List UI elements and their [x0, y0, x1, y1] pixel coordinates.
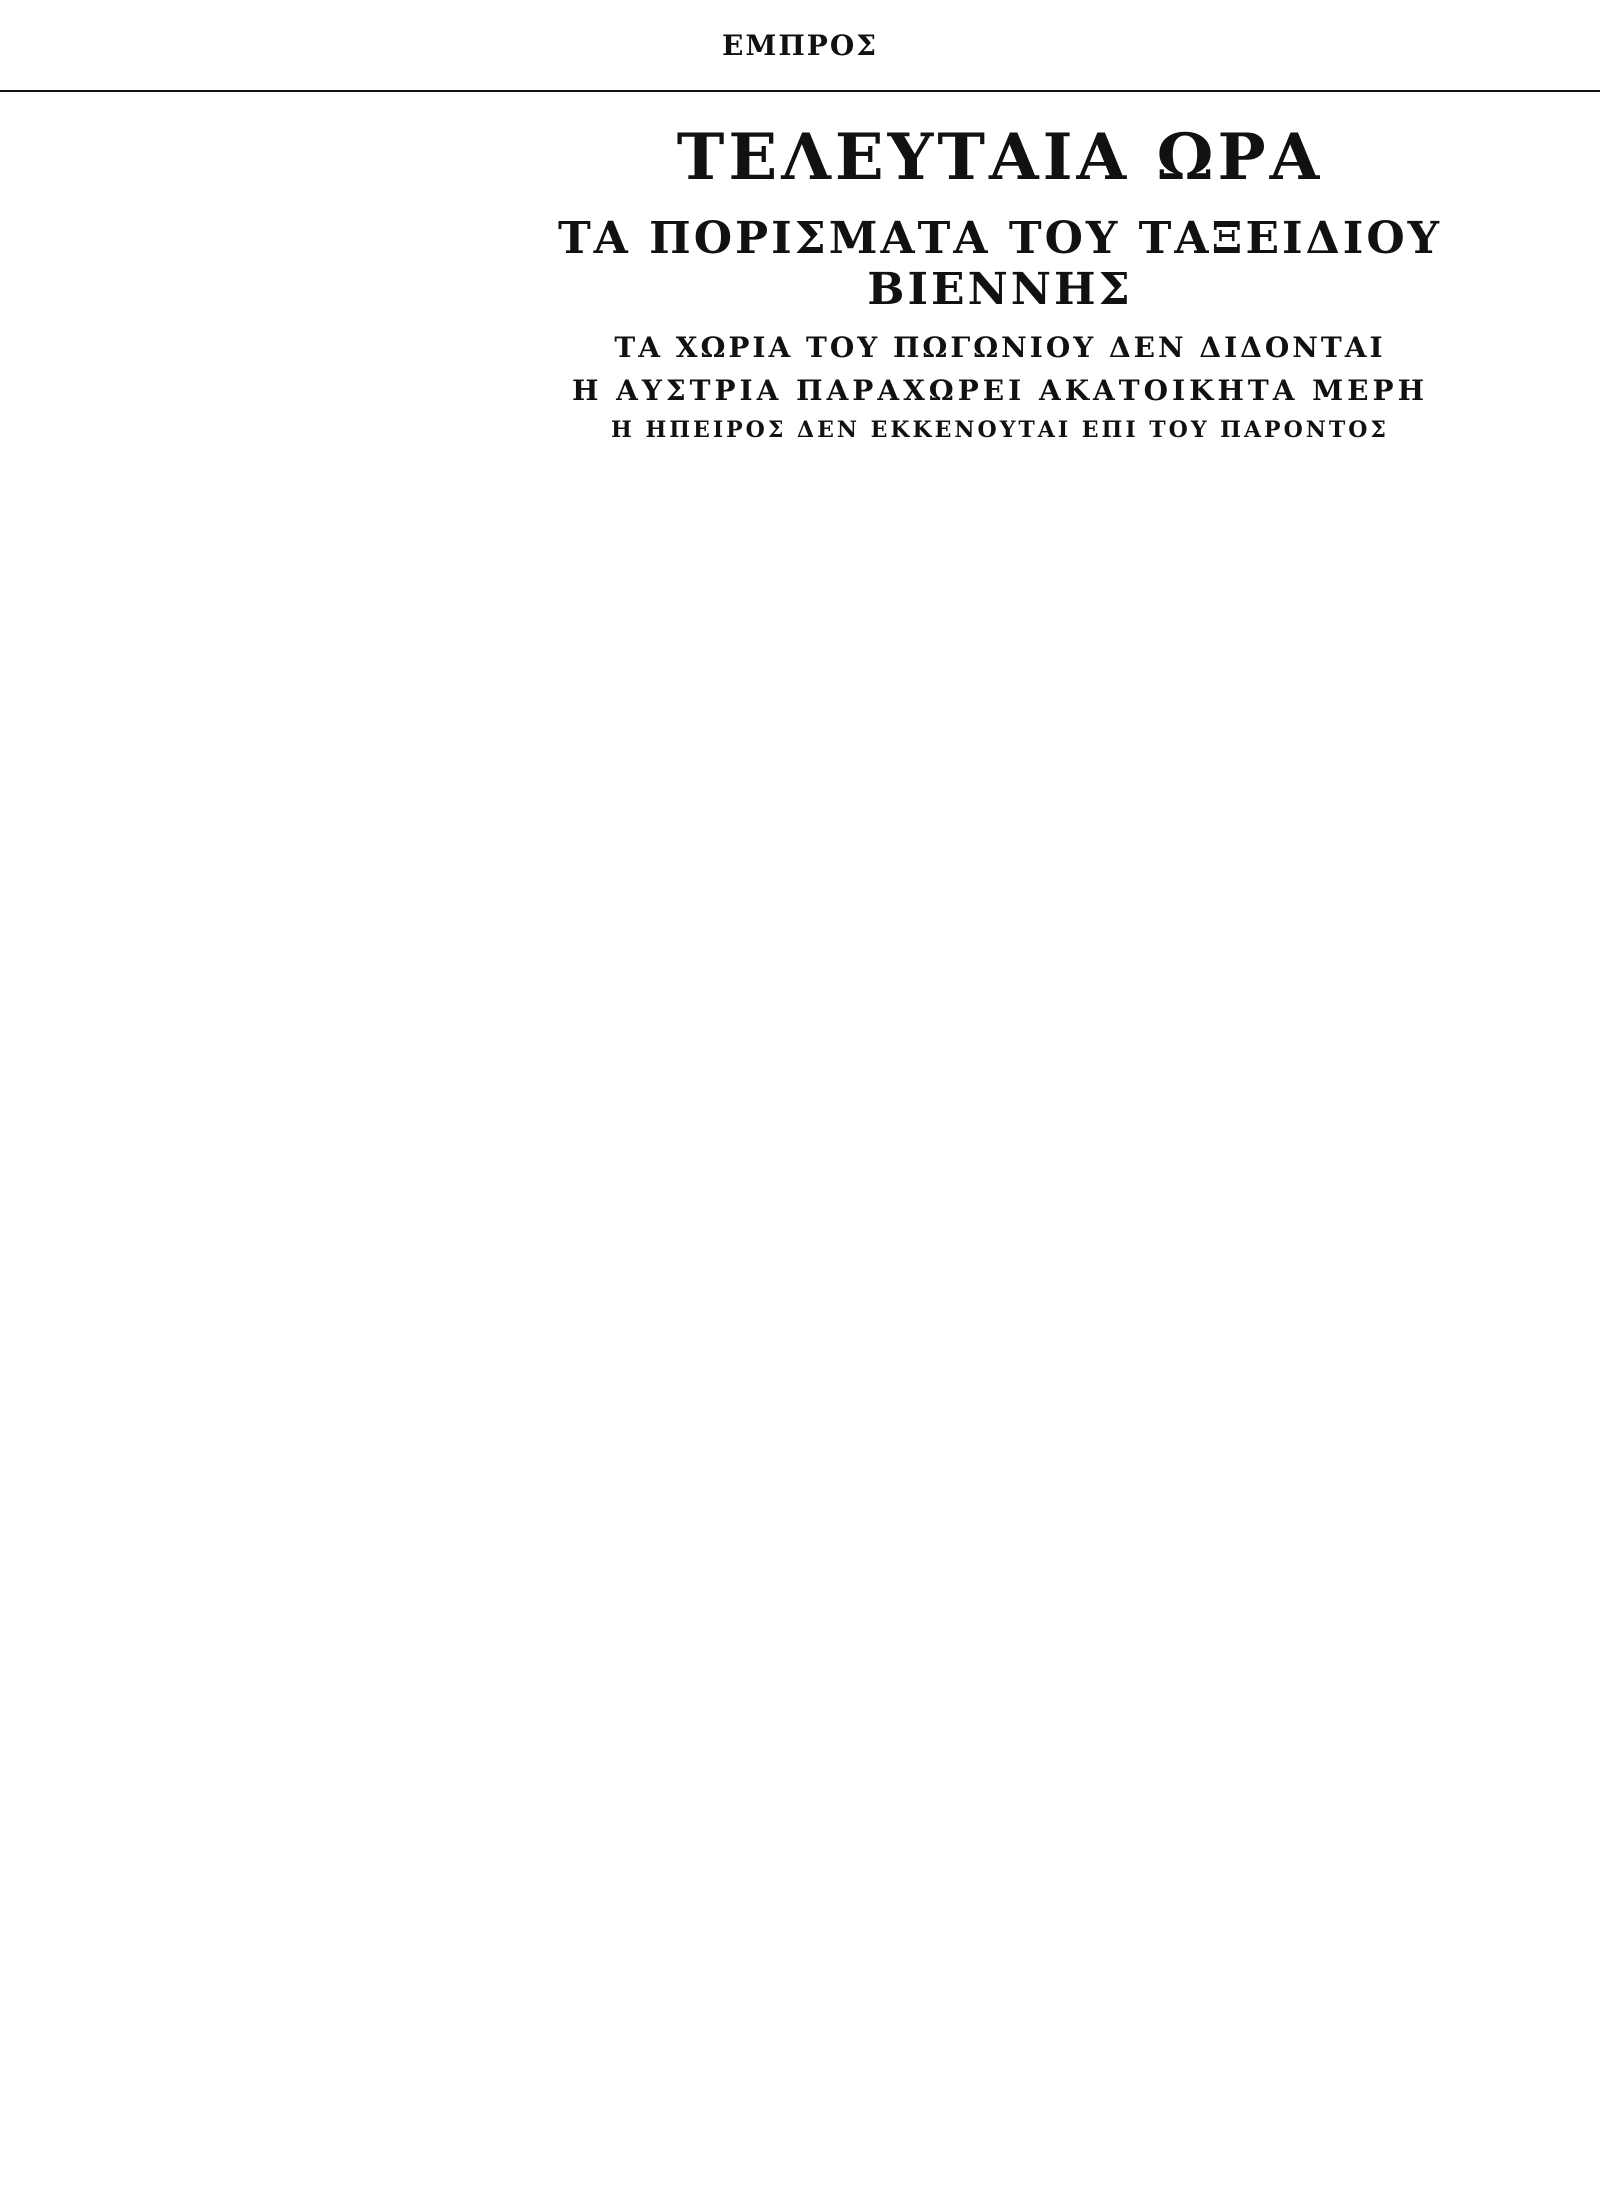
- headline-deck-2: Η ΑΥΣΤΡΙΑ ΠΑΡΑΧΩΡΕΙ ΑΚΑΤΟΙΚΗΤΑ ΜΕΡΗ: [571, 374, 1429, 407]
- masthead-title: ΕΜΠΡΟΣ: [721, 28, 879, 62]
- masthead: [0, 0, 1600, 92]
- headline-block: [520, 120, 1480, 443]
- headline-kicker: ΤΕΛΕΥΤΑΙΑ ΩΡΑ: [676, 120, 1324, 195]
- headline-deck-1: ΤΑ ΧΩΡΙΑ ΤΟΥ ΠΩΓΩΝΙΟΥ ΔΕΝ ΔΙΔΟΝΤΑΙ: [614, 331, 1386, 364]
- headline-deck-3: Η ΗΠΕΙΡΟΣ ΔΕΝ ΕΚΚΕΝΟΥΤΑΙ ΕΠΙ ΤΟΥ ΠΑΡΟΝΤΟΣ: [611, 417, 1389, 443]
- headline-main: ΤΑ ΠΟΡΙΣΜΑΤΑ ΤΟΥ ΤΑΞΕΙΔΙΟΥ ΒΙΕΝΝΗΣ: [557, 213, 1443, 315]
